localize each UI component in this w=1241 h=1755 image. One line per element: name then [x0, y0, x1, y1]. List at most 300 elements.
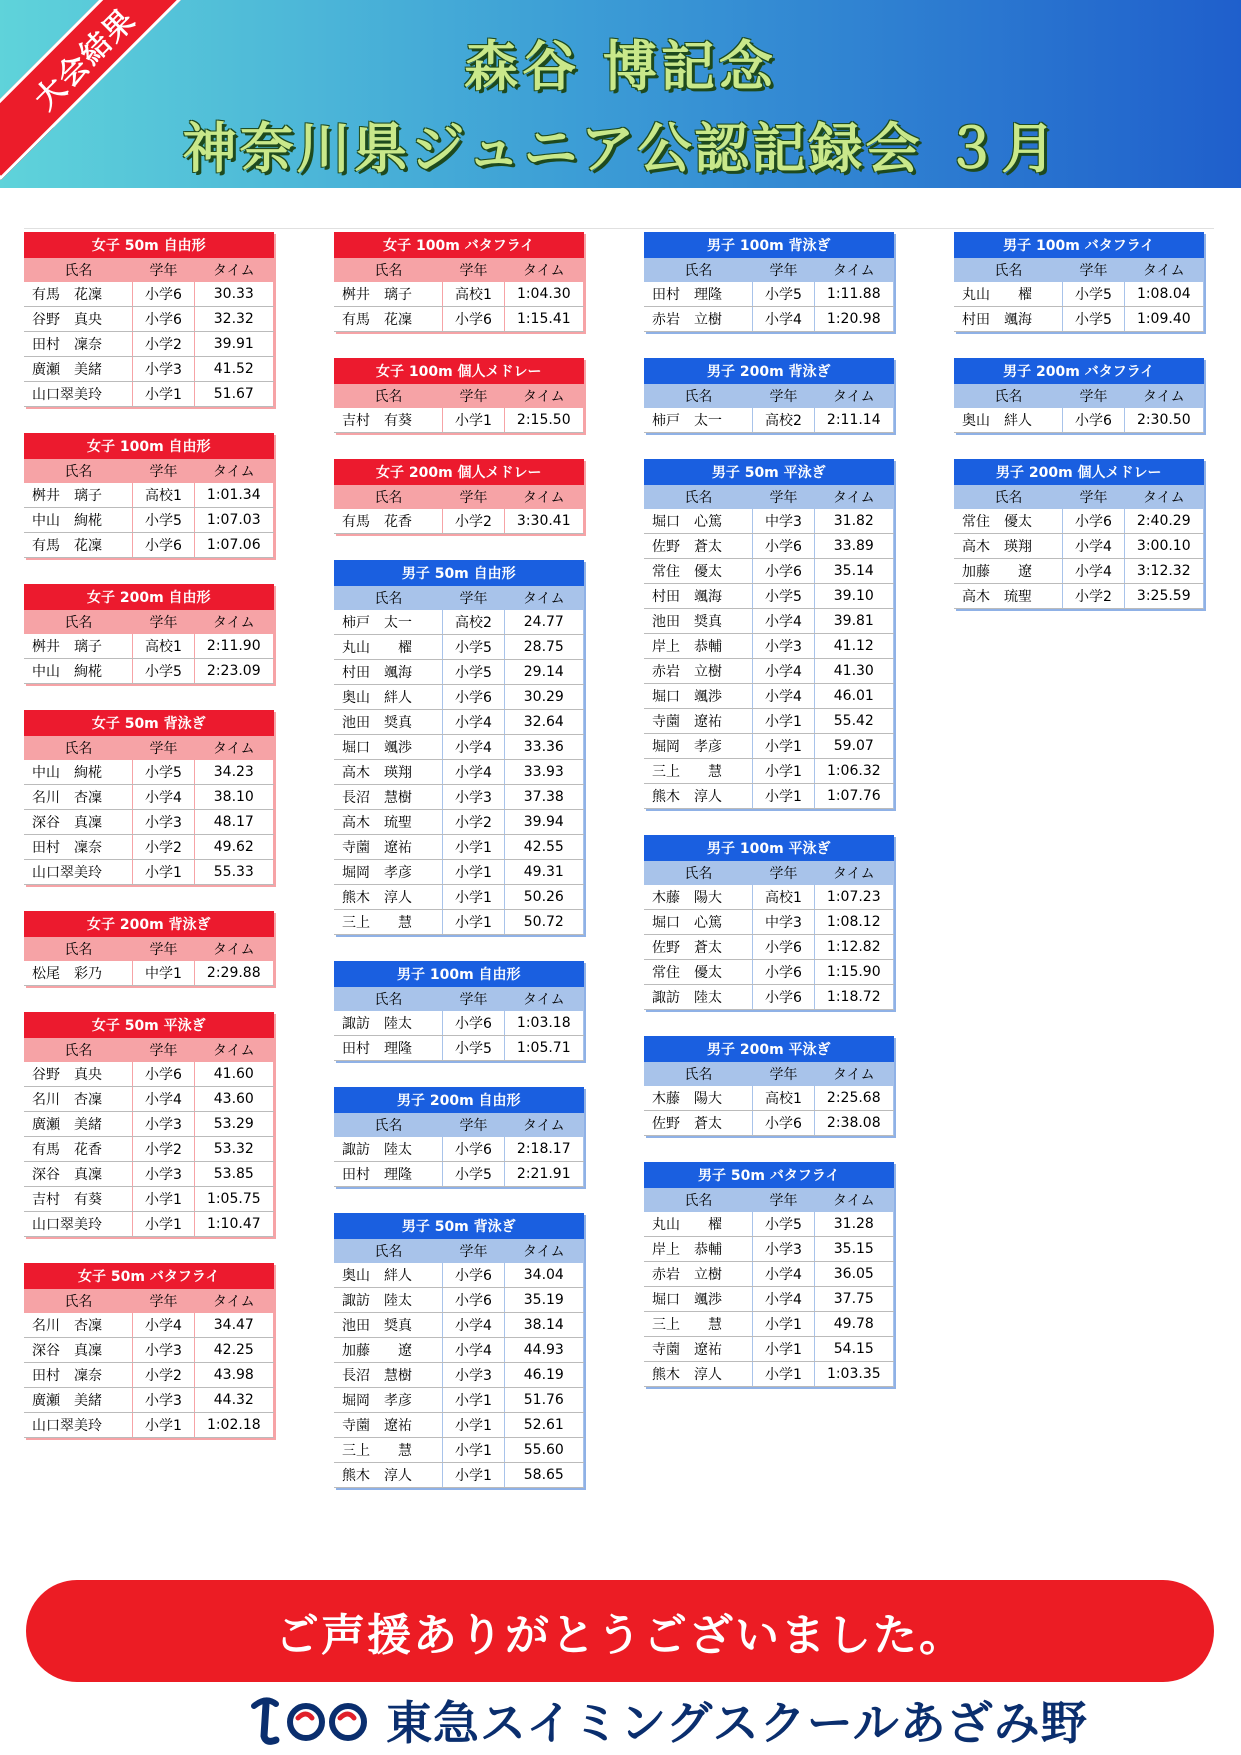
- result-table: [644, 835, 894, 1010]
- column-header: 氏名: [644, 258, 753, 282]
- swimmer-name: 堀口 颯渉: [334, 735, 443, 760]
- table-row: [24, 1363, 274, 1388]
- column-header: 学年: [753, 485, 814, 509]
- grade: 高校1: [753, 1086, 814, 1111]
- column-header: 氏名: [24, 459, 133, 483]
- column-header: タイム: [194, 937, 273, 961]
- swimmer-name: 有馬 花凜: [24, 533, 133, 558]
- grade: 小学5: [133, 760, 194, 785]
- time: 2:29.88: [194, 961, 273, 986]
- time: 30.29: [504, 685, 583, 710]
- swimmer-name: 赤岩 立樹: [644, 307, 753, 332]
- table-row: [644, 759, 894, 784]
- grade: 中学1: [133, 961, 194, 986]
- grade: 小学4: [753, 609, 814, 634]
- event-title: 森谷 博記念: [464, 35, 777, 98]
- swimmer-name: 加藤 遼: [954, 559, 1063, 584]
- time: 3:00.10: [1124, 534, 1203, 559]
- time: 50.26: [504, 885, 583, 910]
- grade: 小学5: [443, 1036, 504, 1061]
- table-row: [954, 584, 1204, 609]
- swimmer-name: 桝井 璃子: [24, 634, 133, 659]
- grade: 小学1: [443, 910, 504, 935]
- time: 1:15.41: [504, 307, 583, 332]
- table-row: [334, 810, 584, 835]
- time: 35.15: [814, 1237, 893, 1262]
- grade: 小学1: [133, 860, 194, 885]
- table-header-row: [24, 610, 274, 634]
- column-header: タイム: [194, 1038, 273, 1062]
- table-row: [644, 584, 894, 609]
- table-title: 男子 50m 平泳ぎ: [644, 459, 894, 485]
- table-row: [644, 534, 894, 559]
- grade: 小学5: [443, 1162, 504, 1187]
- grade: 高校2: [753, 408, 814, 433]
- time: 1:15.90: [814, 960, 893, 985]
- table-header-row: [24, 1289, 274, 1313]
- table-row: [334, 1313, 584, 1338]
- swimmer-name: 赤岩 立樹: [644, 659, 753, 684]
- grade: 小学2: [443, 509, 504, 534]
- grade: 高校2: [443, 610, 504, 635]
- table-row: [334, 1413, 584, 1438]
- table-row: [334, 610, 584, 635]
- swimmer-name: 岸上 恭輔: [644, 1237, 753, 1262]
- time: 41.12: [814, 634, 893, 659]
- grade: 小学4: [1063, 534, 1124, 559]
- swimmer-name: 三上 慧: [644, 1312, 753, 1337]
- column-header: タイム: [814, 485, 893, 509]
- time: 39.94: [504, 810, 583, 835]
- time: 37.38: [504, 785, 583, 810]
- table-row: [644, 1312, 894, 1337]
- swimmer-name: 桝井 璃子: [24, 483, 133, 508]
- column-header: 氏名: [24, 736, 133, 760]
- table-row: [334, 509, 584, 534]
- time: 1:01.34: [194, 483, 273, 508]
- table-title: 男子 50m 自由形: [334, 560, 584, 586]
- table-row: [24, 533, 274, 558]
- grade: 小学5: [1063, 282, 1124, 307]
- time: 43.98: [194, 1363, 273, 1388]
- time: 44.32: [194, 1388, 273, 1413]
- grade: 小学6: [753, 559, 814, 584]
- table-row: [24, 810, 274, 835]
- table-row: [644, 659, 894, 684]
- table-row: [24, 835, 274, 860]
- table-title: 女子 200m 背泳ぎ: [24, 911, 274, 937]
- table-row: [334, 1011, 584, 1036]
- table-row: [644, 1212, 894, 1237]
- swimmer-name: 熊木 淳人: [334, 1463, 443, 1488]
- table-row: [24, 332, 274, 357]
- column-header: 学年: [133, 937, 194, 961]
- column-header: 学年: [443, 1239, 504, 1263]
- grade: 中学3: [753, 509, 814, 534]
- table-row: [334, 1463, 584, 1488]
- time: 3:25.59: [1124, 584, 1203, 609]
- swimmer-name: 丸山 櫂: [334, 635, 443, 660]
- swimmer-name: 常住 優太: [644, 559, 753, 584]
- time: 1:05.71: [504, 1036, 583, 1061]
- time: 30.33: [194, 282, 273, 307]
- table-header-row: [644, 1062, 894, 1086]
- swimmer-name: 高木 瑛翔: [334, 760, 443, 785]
- table-row: [644, 509, 894, 534]
- swimmer-name: 諏訪 陸太: [334, 1288, 443, 1313]
- time: 1:07.06: [194, 533, 273, 558]
- grade: 小学1: [443, 1438, 504, 1463]
- result-table: [24, 433, 274, 558]
- grade: 小学1: [133, 1212, 194, 1237]
- grade: 小学6: [133, 533, 194, 558]
- grade: 小学1: [753, 1337, 814, 1362]
- table-row: [24, 1137, 274, 1162]
- time: 58.65: [504, 1463, 583, 1488]
- table-row: [954, 282, 1204, 307]
- table-title: 男子 100m 自由形: [334, 961, 584, 987]
- result-table: [334, 1213, 584, 1488]
- column-header: 学年: [753, 861, 814, 885]
- swimmer-name: 丸山 櫂: [644, 1212, 753, 1237]
- time: 51.67: [194, 382, 273, 407]
- column-header: 学年: [443, 987, 504, 1011]
- table-row: [644, 1237, 894, 1262]
- swimmer-name: 堀岡 孝彦: [334, 860, 443, 885]
- time: 53.29: [194, 1112, 273, 1137]
- column-header: 氏名: [644, 861, 753, 885]
- result-table: [24, 911, 274, 986]
- grade: 小学1: [753, 1362, 814, 1387]
- time: 24.77: [504, 610, 583, 635]
- swimmer-name: 有馬 花香: [334, 509, 443, 534]
- swimmer-name: 諏訪 陸太: [334, 1137, 443, 1162]
- time: 1:05.75: [194, 1187, 273, 1212]
- table-title: 男子 100m 平泳ぎ: [644, 835, 894, 861]
- swimmer-name: 田村 凜奈: [24, 835, 133, 860]
- table-header-row: [24, 1038, 274, 1062]
- time: 2:15.50: [504, 408, 583, 433]
- column-header: タイム: [814, 258, 893, 282]
- column-header: タイム: [814, 1188, 893, 1212]
- table-row: [644, 1262, 894, 1287]
- column-header: 学年: [753, 258, 814, 282]
- grade: 小学1: [753, 759, 814, 784]
- grade: 小学1: [133, 1413, 194, 1438]
- table-header-row: [954, 258, 1204, 282]
- table-row: [24, 659, 274, 684]
- table-header-row: [334, 485, 584, 509]
- column-header: タイム: [504, 987, 583, 1011]
- table-header-row: [334, 987, 584, 1011]
- grade: 小学4: [753, 659, 814, 684]
- swimmer-name: 田村 理隆: [334, 1036, 443, 1061]
- grade: 小学4: [443, 1338, 504, 1363]
- table-row: [954, 307, 1204, 332]
- swimmer-name: 村田 颯海: [644, 584, 753, 609]
- grade: 小学6: [133, 1062, 194, 1087]
- result-table: [644, 1162, 894, 1387]
- column-header: 氏名: [334, 384, 443, 408]
- swimmer-name: 池田 奨真: [334, 1313, 443, 1338]
- result-table: [644, 1036, 894, 1136]
- swimmer-name: 有馬 花香: [24, 1137, 133, 1162]
- table-row: [644, 684, 894, 709]
- time: 38.10: [194, 785, 273, 810]
- grade: 高校1: [753, 885, 814, 910]
- column-header: 学年: [753, 384, 814, 408]
- column-header: タイム: [194, 1289, 273, 1313]
- grade: 小学5: [753, 282, 814, 307]
- results-column-3: [644, 232, 894, 1413]
- column-header: 学年: [133, 1038, 194, 1062]
- column-header: 学年: [443, 1113, 504, 1137]
- table-row: [24, 1338, 274, 1363]
- time: 49.62: [194, 835, 273, 860]
- table-row: [644, 885, 894, 910]
- table-row: [334, 685, 584, 710]
- grade: 小学3: [753, 1237, 814, 1262]
- time: 1:11.88: [814, 282, 893, 307]
- grade: 高校1: [133, 634, 194, 659]
- grade: 小学4: [133, 1313, 194, 1338]
- time: 53.32: [194, 1137, 273, 1162]
- swimmer-name: 三上 慧: [644, 759, 753, 784]
- swimmer-name: 堀口 心篤: [644, 910, 753, 935]
- results-column-2: [334, 232, 584, 1514]
- table-row: [644, 734, 894, 759]
- swimmer-name: 堀口 心篤: [644, 509, 753, 534]
- time: 33.93: [504, 760, 583, 785]
- time: 34.04: [504, 1263, 583, 1288]
- result-table: [644, 459, 894, 809]
- table-row: [644, 935, 894, 960]
- column-header: 氏名: [24, 1289, 133, 1313]
- swimmer-name: 有馬 花凜: [334, 307, 443, 332]
- swimmer-name: 桝井 璃子: [334, 282, 443, 307]
- time: 32.64: [504, 710, 583, 735]
- results-ribbon: 大会結果: [0, 0, 206, 180]
- time: 1:02.18: [194, 1413, 273, 1438]
- grade: 小学2: [1063, 584, 1124, 609]
- swimmer-name: 丸山 櫂: [954, 282, 1063, 307]
- grade: 小学1: [443, 1413, 504, 1438]
- table-row: [954, 534, 1204, 559]
- column-header: タイム: [814, 861, 893, 885]
- time: 48.17: [194, 810, 273, 835]
- time: 1:08.12: [814, 910, 893, 935]
- time: 1:03.35: [814, 1362, 893, 1387]
- table-header-row: [644, 384, 894, 408]
- swimmer-name: 堀岡 孝彦: [334, 1388, 443, 1413]
- column-header: 氏名: [334, 1113, 443, 1137]
- column-header: タイム: [504, 485, 583, 509]
- grade: 小学2: [443, 810, 504, 835]
- swimmer-name: 山口翠美玲: [24, 1212, 133, 1237]
- result-table: [24, 710, 274, 885]
- swimmer-name: 熊木 淳人: [644, 784, 753, 809]
- table-title: 女子 50m バタフライ: [24, 1263, 274, 1289]
- grade: 高校1: [443, 282, 504, 307]
- time: 1:08.04: [1124, 282, 1203, 307]
- time: 2:21.91: [504, 1162, 583, 1187]
- column-header: タイム: [194, 736, 273, 760]
- table-title: 女子 50m 背泳ぎ: [24, 710, 274, 736]
- column-header: タイム: [504, 586, 583, 610]
- swimmer-name: 中山 絢椛: [24, 659, 133, 684]
- grade: 小学6: [443, 1288, 504, 1313]
- swimmer-name: 廣瀬 美緒: [24, 1112, 133, 1137]
- time: 2:11.14: [814, 408, 893, 433]
- time: 33.89: [814, 534, 893, 559]
- swimmer-name: 田村 理隆: [334, 1162, 443, 1187]
- time: 2:23.09: [194, 659, 273, 684]
- result-table: [24, 1012, 274, 1237]
- swimmer-name: 岸上 恭輔: [644, 634, 753, 659]
- table-header-row: [644, 861, 894, 885]
- table-row: [334, 282, 584, 307]
- table-row: [334, 885, 584, 910]
- result-table: [334, 961, 584, 1061]
- grade: 小学5: [753, 1212, 814, 1237]
- swimmer-name: 寺薗 遼祐: [644, 709, 753, 734]
- table-row: [334, 660, 584, 685]
- grade: 小学1: [443, 885, 504, 910]
- time: 37.75: [814, 1287, 893, 1312]
- grade: 小学5: [133, 508, 194, 533]
- grade: 小学5: [133, 659, 194, 684]
- swimmer-name: 三上 慧: [334, 910, 443, 935]
- grade: 小学4: [753, 1287, 814, 1312]
- table-row: [334, 1388, 584, 1413]
- grade: 小学4: [753, 1262, 814, 1287]
- grade: 小学4: [443, 1313, 504, 1338]
- time: 1:04.30: [504, 282, 583, 307]
- swimmer-name: 奥山 絆人: [334, 1263, 443, 1288]
- grade: 小学3: [133, 1338, 194, 1363]
- swimmer-name: 常住 優太: [954, 509, 1063, 534]
- tss-logo-icon: [246, 1692, 376, 1748]
- table-row: [334, 910, 584, 935]
- swimmer-name: 寺薗 遼祐: [334, 835, 443, 860]
- table-row: [334, 408, 584, 433]
- result-table: [954, 459, 1204, 609]
- table-row: [954, 408, 1204, 433]
- grade: 小学4: [443, 735, 504, 760]
- grade: 小学3: [133, 357, 194, 382]
- table-title: 女子 50m 自由形: [24, 232, 274, 258]
- column-header: 氏名: [644, 485, 753, 509]
- result-table: [24, 1263, 274, 1438]
- swimmer-name: 有馬 花凜: [24, 282, 133, 307]
- column-header: 学年: [443, 384, 504, 408]
- swimmer-name: 中山 絢椛: [24, 508, 133, 533]
- table-row: [334, 1263, 584, 1288]
- column-header: タイム: [1124, 485, 1203, 509]
- grade: 小学6: [443, 307, 504, 332]
- table-row: [334, 1162, 584, 1187]
- grade: 小学6: [753, 534, 814, 559]
- swimmer-name: 池田 奨真: [644, 609, 753, 634]
- table-title: 男子 200m 個人メドレー: [954, 459, 1204, 485]
- swimmer-name: 田村 凜奈: [24, 1363, 133, 1388]
- column-header: 学年: [1063, 258, 1124, 282]
- grade: 小学1: [443, 1388, 504, 1413]
- time: 41.30: [814, 659, 893, 684]
- table-header-row: [644, 258, 894, 282]
- column-header: 氏名: [24, 1038, 133, 1062]
- swimmer-name: 深谷 真凜: [24, 810, 133, 835]
- table-row: [954, 559, 1204, 584]
- grade: 小学4: [753, 684, 814, 709]
- table-header-row: [644, 1188, 894, 1212]
- grade: 小学3: [133, 1112, 194, 1137]
- time: 55.60: [504, 1438, 583, 1463]
- table-title: 女子 100m バタフライ: [334, 232, 584, 258]
- grade: 高校1: [133, 483, 194, 508]
- table-row: [334, 760, 584, 785]
- time: 2:30.50: [1124, 408, 1203, 433]
- table-row: [334, 635, 584, 660]
- swimmer-name: 池田 奨真: [334, 710, 443, 735]
- swimmer-name: 佐野 蒼太: [644, 1111, 753, 1136]
- table-row: [644, 408, 894, 433]
- result-table: [334, 560, 584, 935]
- result-table: [954, 358, 1204, 433]
- column-header: 学年: [753, 1062, 814, 1086]
- grade: 小学1: [443, 860, 504, 885]
- grade: 小学4: [1063, 559, 1124, 584]
- results-column-1: [24, 232, 274, 1464]
- table-row: [644, 985, 894, 1010]
- table-row: [24, 1187, 274, 1212]
- table-header-row: [334, 586, 584, 610]
- swimmer-name: 堀岡 孝彦: [644, 734, 753, 759]
- time: 1:18.72: [814, 985, 893, 1010]
- result-table: [334, 459, 584, 534]
- column-header: 学年: [443, 258, 504, 282]
- time: 1:12.82: [814, 935, 893, 960]
- swimmer-name: 名川 杏凜: [24, 785, 133, 810]
- table-row: [644, 1337, 894, 1362]
- swimmer-name: 柿戸 太一: [334, 610, 443, 635]
- column-header: タイム: [504, 1113, 583, 1137]
- table-header-row: [24, 258, 274, 282]
- swimmer-name: 諏訪 陸太: [334, 1011, 443, 1036]
- table-title: 女子 50m 平泳ぎ: [24, 1012, 274, 1038]
- time: 1:03.18: [504, 1011, 583, 1036]
- grade: 小学6: [1063, 408, 1124, 433]
- swimmer-name: 深谷 真凜: [24, 1162, 133, 1187]
- column-header: タイム: [1124, 384, 1203, 408]
- table-header-row: [334, 1113, 584, 1137]
- time: 54.15: [814, 1337, 893, 1362]
- column-header: 氏名: [644, 1062, 753, 1086]
- time: 59.07: [814, 734, 893, 759]
- table-title: 男子 100m バタフライ: [954, 232, 1204, 258]
- table-row: [24, 1087, 274, 1112]
- table-row: [644, 1086, 894, 1111]
- column-header: 氏名: [24, 258, 133, 282]
- result-table: [644, 358, 894, 433]
- table-header-row: [954, 485, 1204, 509]
- table-row: [644, 784, 894, 809]
- table-header-row: [334, 1239, 584, 1263]
- grade: 小学3: [133, 1388, 194, 1413]
- grade: 小学1: [133, 1187, 194, 1212]
- column-header: 氏名: [954, 485, 1063, 509]
- swimmer-name: 木藤 陽大: [644, 885, 753, 910]
